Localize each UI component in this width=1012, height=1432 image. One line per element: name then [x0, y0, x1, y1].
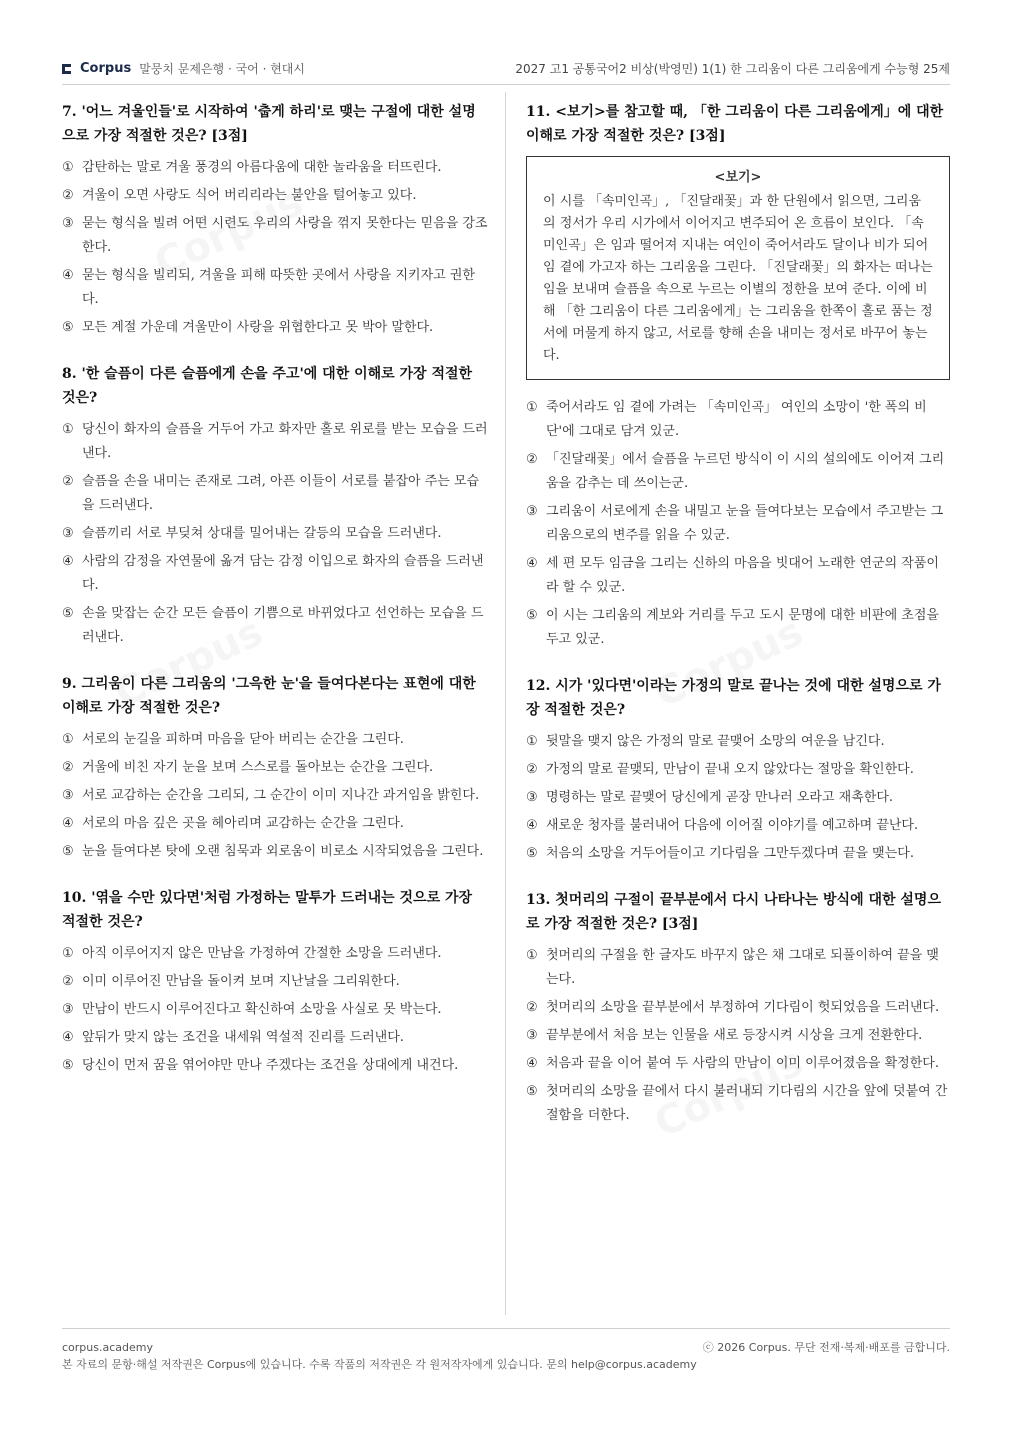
question-13: [526, 888, 950, 1128]
choice-text: 묻는 형식을 빌려 어떤 시련도 우리의 사랑을 꺾지 못한다는 믿음을 강조한다.: [82, 216, 488, 255]
choice-text: 손을 맞잡는 순간 모든 슬픔이 기쁨으로 바뀌었다고 선언하는 모습을 드러낸다.: [82, 606, 484, 645]
choice-option[interactable]: [526, 1024, 950, 1048]
choice-option[interactable]: [526, 1052, 950, 1076]
question-stem: 11. <보기>를 참고할 때, 「한 그리움이 다른 그리움에게」에 대한 이해로 가장 적절한 것은? [3점]: [526, 104, 944, 144]
choice-number: ④: [62, 554, 74, 569]
choice-text: 사람의 감정을 자연물에 옮겨 담는 감정 이입으로 화자의 슬픔을 드러낸다.: [82, 554, 484, 593]
choice-text: 이미 이루어진 만남을 돌이켜 보며 지난날을 그리워한다.: [82, 974, 400, 989]
choice-text: 이 시는 그리움의 계보와 거리를 두고 도시 문명에 대한 비판에 초점을 두고 있군.: [546, 608, 939, 647]
choice-option[interactable]: [62, 418, 488, 466]
choice-text: 처음의 소망을 거두어들이고 기다림을 그만두겠다며 끝을 맺는다.: [546, 846, 914, 861]
page-footer: [62, 1328, 950, 1373]
choice-option[interactable]: [62, 470, 488, 518]
choice-text: 첫머리의 구절을 한 글자도 바꾸지 않은 채 그대로 되풀이하여 끝을 맺는다.: [546, 948, 939, 987]
document-title: 2027 고1 공통국어2 비상(박영민) 1(1) 한 그리움이 다른 그리움에게 수능형 25제: [515, 62, 950, 76]
choice-option[interactable]: [62, 550, 488, 598]
choice-option[interactable]: [526, 448, 950, 496]
choice-text: 슬픔끼리 서로 부딪쳐 상대를 밀어내는 갈등의 모습을 드러낸다.: [82, 526, 442, 541]
choice-option[interactable]: [526, 604, 950, 652]
choice-number: ①: [62, 732, 74, 747]
choice-option[interactable]: [62, 522, 488, 546]
brand-subtitle: 말뭉치 문제은행 · 국어 · 현대시: [139, 62, 305, 76]
brand: [62, 60, 305, 77]
choice-number: ③: [62, 526, 74, 541]
choice-option[interactable]: [62, 1054, 488, 1078]
right-column: [526, 100, 950, 1150]
choice-number: ③: [62, 788, 74, 803]
choice-text: 묻는 형식을 빌리되, 겨울을 피해 따뜻한 곳에서 사랑을 지키자고 권한다.: [82, 268, 475, 307]
choice-text: 처음과 끝을 이어 붙여 두 사람의 만남이 이미 이루어졌음을 확정한다.: [546, 1056, 939, 1071]
choice-option[interactable]: [62, 602, 488, 650]
choice-text: 아직 이루어지지 않은 만남을 가정하여 간절한 소망을 드러낸다.: [82, 946, 442, 961]
choice-number: ⑤: [62, 606, 74, 621]
choice-option[interactable]: [62, 212, 488, 260]
footer-site-link[interactable]: corpus.academy: [62, 1341, 153, 1354]
choice-text: 만남이 반드시 이루어진다고 확신하여 소망을 사실로 못 박는다.: [82, 1002, 442, 1017]
choice-number: ②: [526, 452, 538, 467]
brand-name: Corpus: [80, 61, 132, 76]
choice-text: 앞뒤가 맞지 않는 조건을 내세워 역설적 진리를 드러낸다.: [82, 1030, 404, 1045]
question-10: [62, 886, 488, 1078]
choice-option[interactable]: [62, 812, 488, 836]
choice-option[interactable]: [62, 784, 488, 808]
choice-number: ⑤: [526, 608, 538, 623]
choice-number: ④: [526, 556, 538, 571]
choice-option[interactable]: [62, 1026, 488, 1050]
choice-option[interactable]: [526, 758, 950, 782]
choice-option[interactable]: [62, 316, 488, 340]
choice-number: ③: [526, 504, 538, 519]
choice-text: 죽어서라도 임 곁에 가려는 「속미인곡」 여인의 소망이 '한 폭의 비단'에 그대로 담겨 있군.: [546, 400, 927, 439]
choice-text: 가정의 말로 끝맺되, 만남이 끝내 오지 않았다는 절망을 확인한다.: [546, 762, 914, 777]
choice-text: 첫머리의 소망을 끝에서 다시 불러내되 기다림의 시간을 앞에 덧붙여 간절함을 더한다.: [546, 1084, 948, 1123]
choice-number: ⑤: [62, 1058, 74, 1073]
choice-text: 세 편 모두 임금을 그리는 신하의 마음을 빗대어 노래한 연군의 작품이라 할 수 있군.: [546, 556, 939, 595]
question-8: [62, 362, 488, 650]
page-header: [62, 56, 950, 85]
footer-notice: 본 자료의 문항·해설 저작권은 Corpus에 있습니다. 수록 작품의 저작권은 각 원저작자에게 있습니다. 문의 help@corpus.academy: [62, 1358, 697, 1371]
choice-number: ③: [526, 790, 538, 805]
choice-number: ⑤: [62, 320, 74, 335]
choice-number: ①: [62, 160, 74, 175]
choice-text: 「진달래꽃」에서 슬픔을 누르던 방식이 이 시의 설의에도 이어져 그리움을 감추는 데 쓰이는군.: [546, 452, 945, 491]
choice-text: 서로 교감하는 순간을 그리되, 그 순간이 이미 지나간 과거임을 밝힌다.: [82, 788, 480, 803]
choice-option[interactable]: [526, 396, 950, 444]
bogi-box: [526, 156, 950, 380]
choice-text: 눈을 들여다본 탓에 오랜 침묵과 외로움이 비로소 시작되었음을 그린다.: [82, 844, 484, 859]
choice-option[interactable]: [526, 842, 950, 866]
choice-text: 당신이 먼저 꿈을 엮어야만 만나 주겠다는 조건을 상대에게 내건다.: [82, 1058, 459, 1073]
choice-option[interactable]: [526, 944, 950, 992]
choice-option[interactable]: [526, 996, 950, 1020]
choice-text: 거울에 비친 자기 눈을 보며 스스로를 돌아보는 순간을 그린다.: [82, 760, 434, 775]
choice-text: 슬픔을 손을 내미는 존재로 그려, 아픈 이들이 서로를 붙잡아 주는 모습을 드러낸다.: [82, 474, 480, 513]
choice-option[interactable]: [526, 552, 950, 600]
choice-number: ②: [62, 760, 74, 775]
choice-number: ④: [62, 1030, 74, 1045]
choice-number: ③: [62, 216, 74, 231]
question-7: [62, 100, 488, 340]
choice-number: ⑤: [526, 846, 538, 861]
choice-number: ①: [526, 400, 538, 415]
question-stem: 10. '엮을 수만 있다면'처럼 가정하는 말투가 드러내는 것으로 가장 적절한 것은?: [62, 890, 473, 930]
choice-number: ①: [62, 422, 74, 437]
choice-text: 당신이 화자의 슬픔을 거두어 가고 화자만 홀로 위로를 받는 모습을 드러낸다.: [82, 422, 488, 461]
choice-number: ④: [62, 816, 74, 831]
choice-number: ⑤: [62, 844, 74, 859]
left-column: [62, 100, 488, 1100]
bogi-text: 이 시를 「속미인곡」, 「진달래꽃」과 한 단원에서 읽으면, 그리움의 정서가 우리 시가에서 이어지고 변주되어 온 흐름이 보인다. 「속미인곡」은 임과 떨어져 지내는 여인이 죽어서라도 달이나 비가 되어 임 곁에 가고자 하는 그리움을 그린다. 「진달래꽃」의 화자는 떠나는 임을 보내며 슬픔을 속으로 누르는 이별의 정한을 보여 준다. 이에 비해 「한 그리움이 다른 그리움에게」는 그리움을 한쪽이 홀로 품는 정서에 머물게 하지 않고, 서로를 향해 손을 내미는 정서로 바꾸어 놓는다.: [543, 194, 933, 363]
choice-text: 뒷말을 맺지 않은 가정의 말로 끝맺어 소망의 여운을 남긴다.: [546, 734, 885, 749]
question-stem: 13. 첫머리의 구절이 끝부분에서 다시 나타나는 방식에 대한 설명으로 가장 적절한 것은? [3점]: [526, 892, 941, 932]
choice-number: ③: [526, 1028, 538, 1043]
corpus-logo-icon: [62, 64, 71, 74]
choice-option[interactable]: [526, 786, 950, 810]
question-stem: 12. 시가 '있다면'이라는 가정의 말로 끝나는 것에 대한 설명으로 가장 적절한 것은?: [526, 678, 941, 718]
choice-option[interactable]: [62, 184, 488, 208]
choice-option[interactable]: [62, 264, 488, 312]
choice-option[interactable]: [526, 500, 950, 548]
bogi-title: <보기>: [714, 170, 762, 185]
choice-number: ①: [526, 734, 538, 749]
choice-number: ②: [62, 974, 74, 989]
choice-number: ②: [526, 762, 538, 777]
choice-text: 서로의 마음 깊은 곳을 헤아리며 교감하는 순간을 그린다.: [82, 816, 404, 831]
choice-text: 그리움이 서로에게 손을 내밀고 눈을 들여다보는 모습에서 주고받는 그리움으로의 변주를 읽을 수 있군.: [546, 504, 944, 543]
choice-option[interactable]: [62, 970, 488, 994]
choice-text: 명령하는 말로 끝맺어 당신에게 곧장 만나러 오라고 재촉한다.: [546, 790, 894, 805]
question-stem: 7. '어느 겨울인들'로 시작하여 '춥게 하리'로 맺는 구절에 대한 설명으로 가장 적절한 것은? [3점]: [62, 104, 476, 144]
choice-number: ⑤: [526, 1084, 538, 1099]
choice-number: ②: [526, 1000, 538, 1015]
question-stem: 9. 그리움이 다른 그리움의 '그윽한 눈'을 들여다본다는 표현에 대한 이해로 가장 적절한 것은?: [62, 676, 476, 716]
question-12: [526, 674, 950, 866]
choice-number: ④: [62, 268, 74, 283]
choice-option[interactable]: [526, 814, 950, 838]
choice-option[interactable]: [62, 840, 488, 864]
choice-number: ①: [526, 948, 538, 963]
choice-option[interactable]: [526, 730, 950, 754]
choice-text: 모든 계절 가운데 겨울만이 사랑을 위협한다고 못 박아 말한다.: [82, 320, 434, 335]
choice-number: ①: [62, 946, 74, 961]
question-9: [62, 672, 488, 864]
question-11: [526, 100, 950, 652]
choice-number: ②: [62, 474, 74, 489]
choice-text: 서로의 눈길을 피하며 마음을 닫아 버리는 순간을 그린다.: [82, 732, 404, 747]
choice-number: ③: [62, 1002, 74, 1017]
choice-text: 끝부분에서 처음 보는 인물을 새로 등장시켜 시상을 크게 전환한다.: [546, 1028, 923, 1043]
choice-text: 첫머리의 소망을 끝부분에서 부정하여 기다림이 헛되었음을 드러낸다.: [546, 1000, 940, 1015]
choice-option[interactable]: [62, 728, 488, 752]
choice-option[interactable]: [526, 1080, 950, 1128]
choice-option[interactable]: [62, 942, 488, 966]
footer-copyright: ⓒ 2026 Corpus. 무단 전재·복제·배포를 금합니다.: [702, 1341, 950, 1354]
choice-number: ④: [526, 818, 538, 833]
choice-text: 겨울이 오면 사랑도 식어 버리리라는 불안을 털어놓고 있다.: [82, 188, 417, 203]
choice-option[interactable]: [62, 756, 488, 780]
choice-text: 감탄하는 말로 겨울 풍경의 아름다움에 대한 놀라움을 터뜨린다.: [82, 160, 442, 175]
choice-text: 새로운 청자를 불러내어 다음에 이어질 이야기를 예고하며 끝난다.: [546, 818, 919, 833]
choice-option[interactable]: [62, 156, 488, 180]
question-stem: 8. '한 슬픔이 다른 슬픔에게 손을 주고'에 대한 이해로 가장 적절한 것은?: [62, 366, 473, 406]
choice-number: ②: [62, 188, 74, 203]
choice-option[interactable]: [62, 998, 488, 1022]
choice-number: ④: [526, 1056, 538, 1071]
column-divider: [505, 92, 506, 1315]
